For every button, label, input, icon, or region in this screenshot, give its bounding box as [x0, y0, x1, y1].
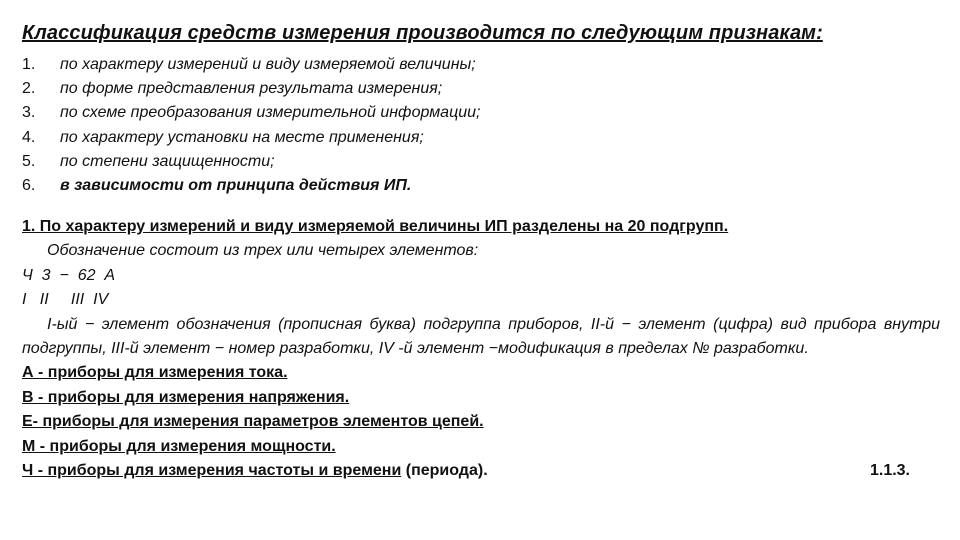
slide-title: Классификация средств измерения производится по следующим признакам: — [22, 22, 823, 44]
criteria-number: 3. — [22, 104, 36, 122]
designation-example: Ч 3 − 62 А — [22, 266, 116, 284]
criteria-number: 1. — [22, 56, 36, 73]
group-item — [22, 361, 940, 385]
criteria-item — [22, 53, 782, 77]
group-item — [22, 410, 940, 434]
criteria-number: 5. — [22, 152, 36, 170]
slide-reference: 1.1.3. — [869, 462, 910, 480]
designation-roman-numerals: I II III IV — [22, 291, 109, 309]
criteria-text: по степени защищенности; — [60, 152, 275, 170]
criteria-number: 6. — [22, 177, 36, 195]
group-label: Е- приборы для измерения параметров элементов цепей. — [22, 413, 484, 431]
group-item — [22, 435, 940, 459]
criteria-item — [22, 126, 782, 150]
criteria-number: 4. — [22, 128, 36, 146]
group-label: А - приборы для измерения тока. — [22, 364, 288, 382]
criteria-text: по характеру установки на месте применения; — [60, 128, 424, 146]
criteria-text: по форме представления результата измерения; — [60, 80, 443, 98]
criteria-list — [22, 53, 782, 198]
section-subheading: Обозначение состоит из трех или четырех элементов: — [47, 242, 479, 260]
group-item — [22, 386, 940, 410]
criteria-number: 2. — [22, 80, 36, 98]
group-label: М - приборы для измерения мощности. — [22, 437, 336, 455]
group-item — [22, 459, 940, 483]
designation-description: I-ый − элемент обозначения (прописная буква) подгруппа приборов, II-й − элемент (цифра) вид прибора внутри подгруппы, III-й элемент − номер разработки, IV -й элемент −модификация в пределах № разработки. — [22, 315, 940, 358]
criteria-item — [22, 77, 782, 101]
group-label: В - приборы для измерения напряжения. — [22, 388, 350, 406]
criteria-text: по схеме преобразования измерительной информации; — [60, 104, 481, 122]
group-label-suffix: (периода). — [401, 462, 488, 480]
section-heading: 1. По характеру измерений и виду измеряемой величины ИП разделены на 20 подгрупп. — [22, 218, 729, 235]
criteria-item — [22, 101, 782, 125]
section-subgroups — [22, 215, 940, 483]
criteria-item — [22, 150, 782, 174]
group-label: Ч - приборы для измерения частоты и времени — [22, 462, 402, 480]
criteria-text: по характеру измерений и виду измеряемой величины; — [60, 56, 476, 73]
criteria-item — [22, 174, 782, 198]
criteria-text: в зависимости от принципа действия ИП. — [60, 177, 412, 195]
